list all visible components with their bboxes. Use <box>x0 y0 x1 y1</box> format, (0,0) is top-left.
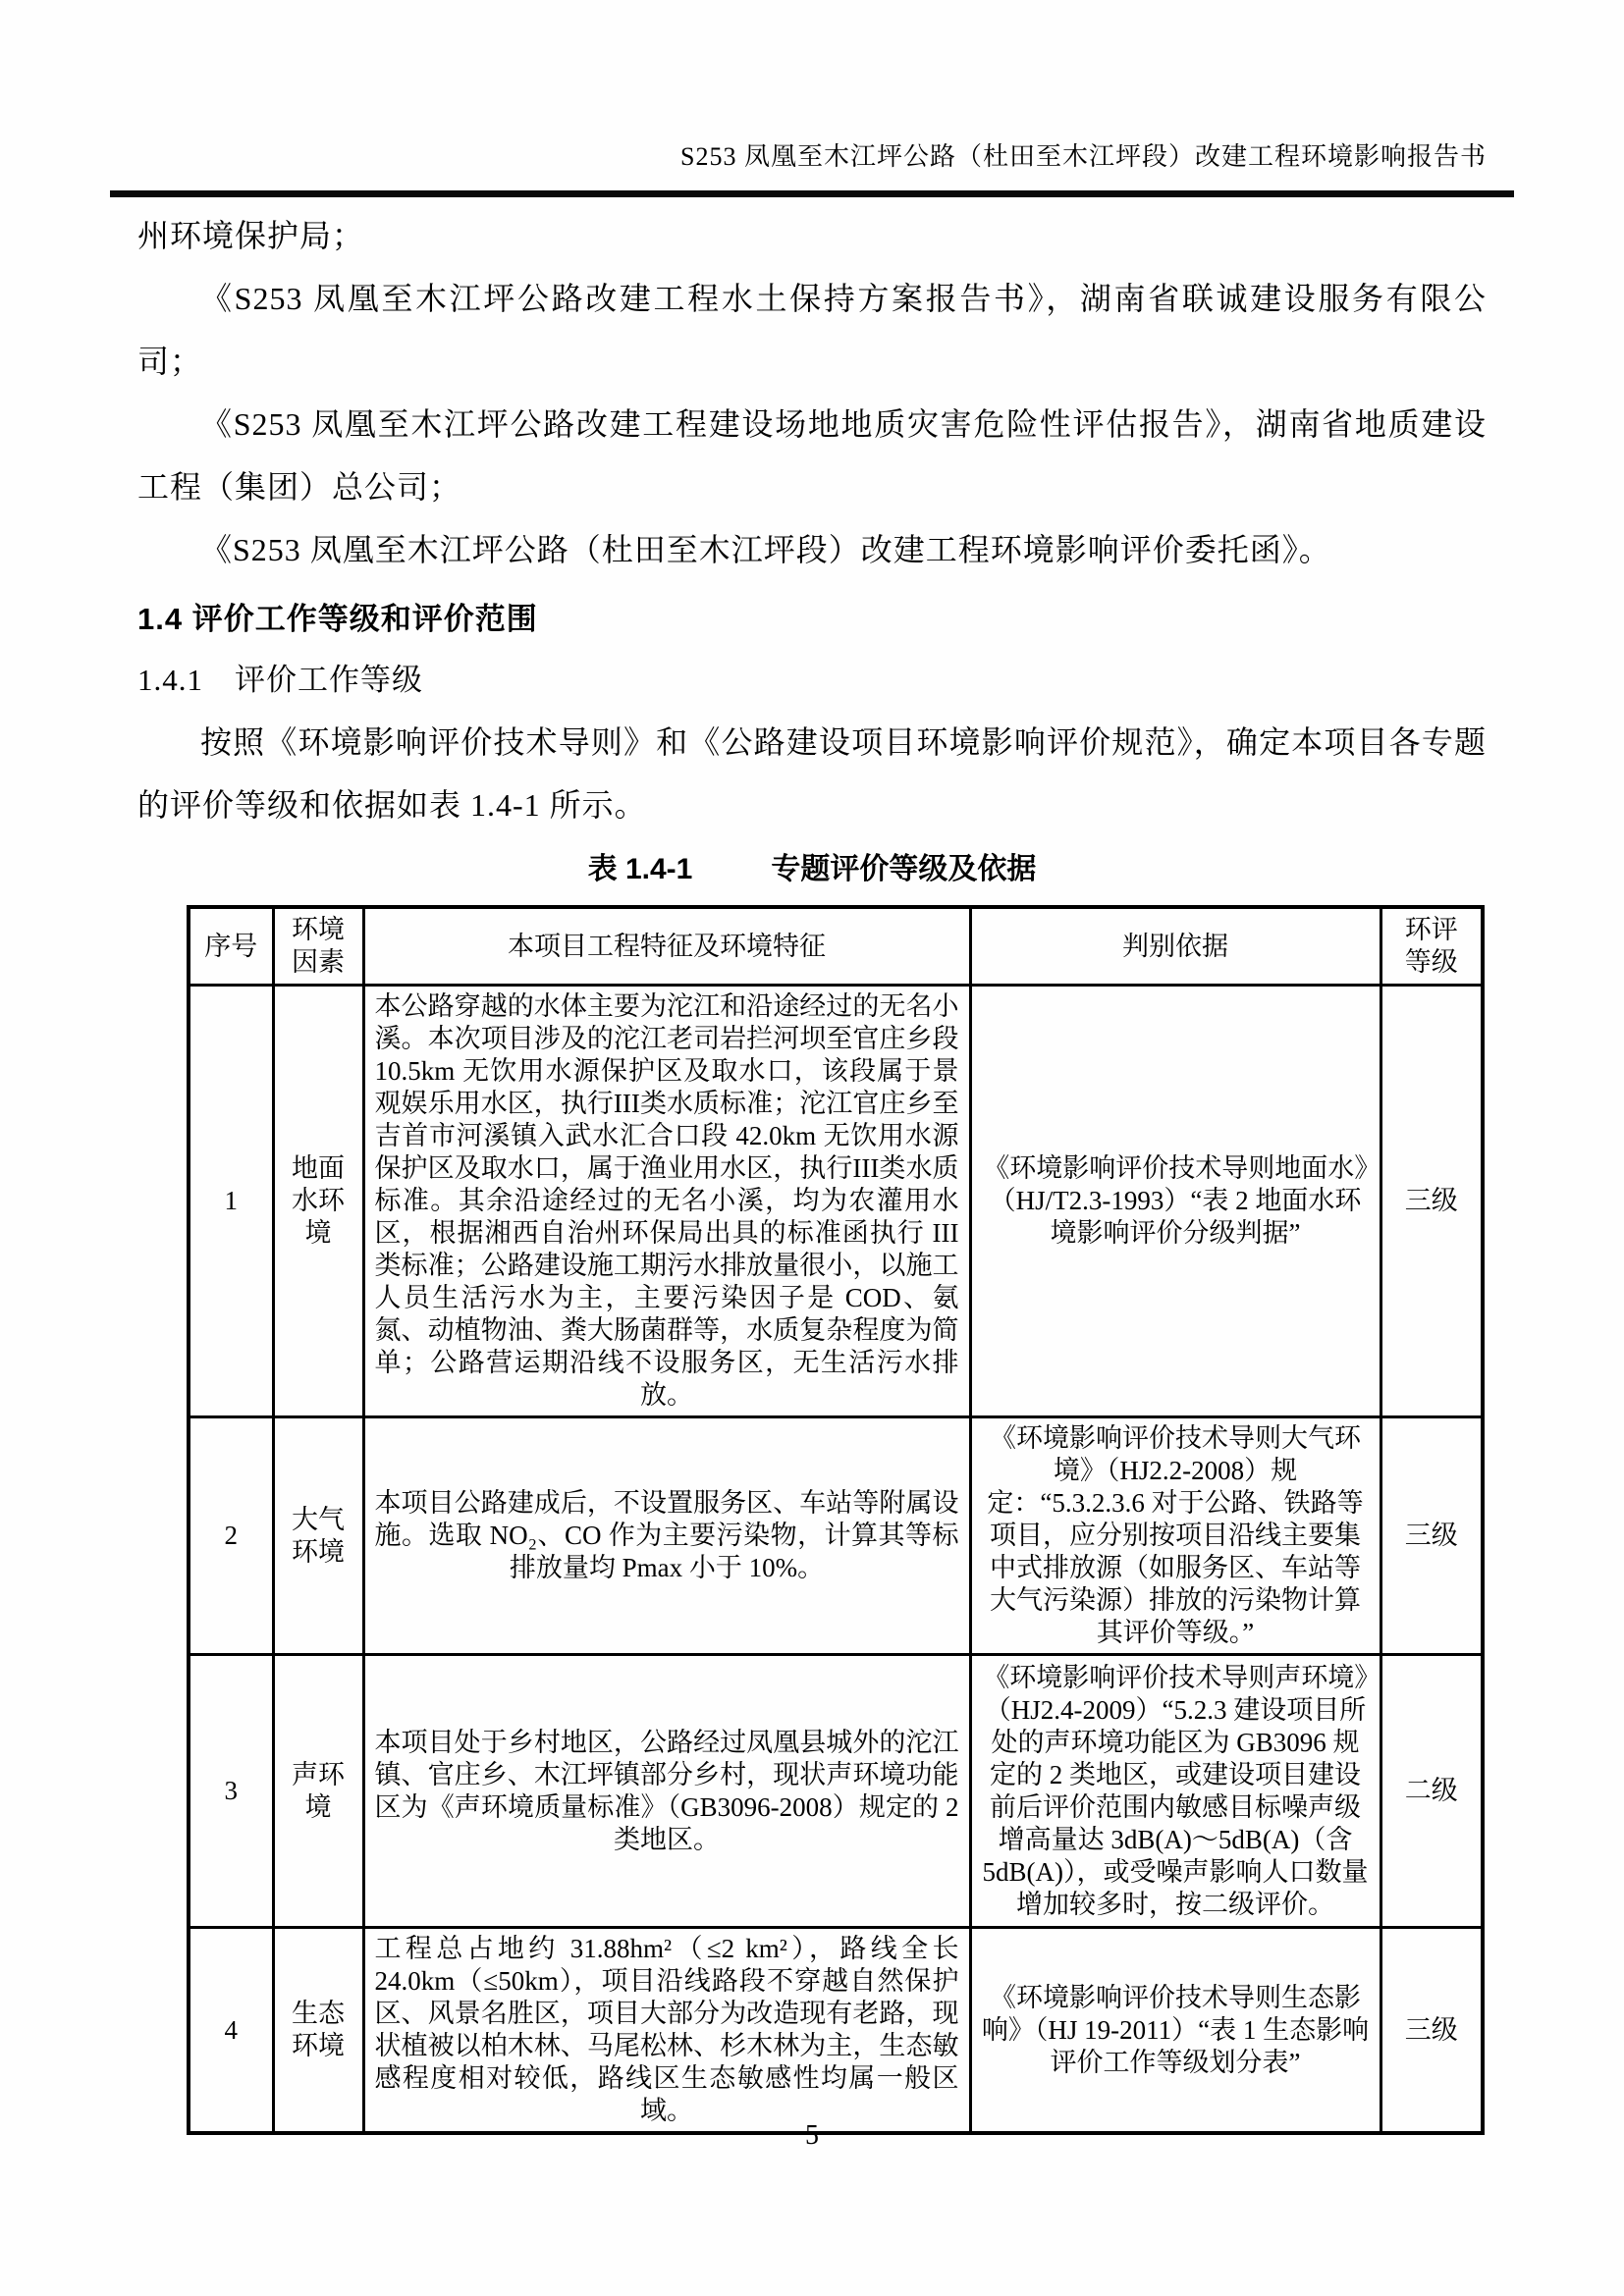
cell-feature: 本项目公路建成后，不设置服务区、车站等附属设施。选取 NO₂、CO 作为主要污染物，计算其等标排放量均 Pmax 小于 10%。 <box>363 1417 970 1655</box>
paragraph-bureau: 州环境保护局； <box>137 218 365 253</box>
cell-feature: 本公路穿越的水体主要为沱江和沿途经过的无名小溪。本次项目涉及的沱江老司岩拦河坝至官庄乡段 10.5km 无饮用水源保护区及取水口，该段属于景观娱乐用水区，执行III类水质标准；沱江官庄乡至吉首市河溪镇入武水汇合口段 42.0km 无饮用水源保护区及取水口，属于渔业用水区，执行III类水质标准。其余沿途经过的无名小溪，均为农灌用水区，根据湘西自治州环保局出具的标准函执行 III 类标准；公路建设施工期污水排放量很小，以施工人员生活污水为主，主要污染因子是 COD、氨氮、动植物油、粪大肠菌群等，水质复杂程度为简单；公路营运期沿线不设服务区，无生活污水排放。 <box>363 986 970 1417</box>
header-title: S253 凤凰至木江坪公路（杜田至木江坪段）改建工程环境影响报告书 <box>680 142 1487 171</box>
cell-feature: 本项目处于乡村地区，公路经过凤凰县城外的沱江镇、官庄乡、木江坪镇部分乡村，现状声环境功能区为《声环境质量标准》（GB3096-2008）规定的 2 类地区。 <box>363 1655 970 1928</box>
cell-grade: 三级 <box>1380 986 1483 1417</box>
cell-index: 4 <box>189 1928 273 2134</box>
cell-basis: 《环境影响评价技术导则声环境》（HJ2.4-2009）“5.2.3 建设项目所处的声环境功能区为 GB3096 规定的 2 类地区，或建设项目建设前后评价范围内敏感目标噪声级增高量达 3dB(A)～5dB(A)（含 5dB(A)），或受噪声影响人口数量增加较多时，按二级评价。 <box>970 1655 1380 1928</box>
column-header-factor: 环境因素 <box>273 907 363 986</box>
cell-basis: 《环境影响评价技术导则地面水》（HJ/T2.3-1993）“表 2 地面水环境影响评价分级判据” <box>970 986 1380 1417</box>
cell-feature: 工程总占地约 31.88hm²（≤2 km²），路线全长 24.0km（≤50km），项目沿线路段不穿越自然保护区、风景名胜区，项目大部分为改造现有老路，现状植被以柏木林、马尾松林、杉木林为主，生态敏感程度相对较低，路线区生态敏感性均属一般区域。 <box>363 1928 970 2134</box>
subsection-heading-1-4-1: 1.4.1 评价工作等级 <box>137 663 423 697</box>
cell-factor: 生态环境 <box>273 1928 363 2134</box>
section-heading-1-4: 1.4 评价工作等级和评价范围 <box>137 602 538 636</box>
paragraph-geohazard-report: 《S253 凤凰至木江坪公路改建工程建设场地地质灾害危险性评估报告》，湖南省地质建设工程（集团）总公司； <box>137 406 1487 505</box>
cell-index: 3 <box>189 1655 273 1928</box>
cell-factor: 大气环境 <box>273 1417 363 1655</box>
column-header-index: 序号 <box>189 907 273 986</box>
cell-basis: 《环境影响评价技术导则生态影响》（HJ 19-2011）“表 1 生态影响评价工作等级划分表” <box>970 1928 1380 2134</box>
table-row-noise <box>189 1655 1483 1928</box>
table-caption-label: 表 1.4-1 <box>587 853 693 885</box>
paragraph-intro: 按照《环境影响评价技术导则》和《公路建设项目环境影响评价规范》，确定本项目各专题的评价等级和依据如表 1.4-1 所示。 <box>137 724 1487 823</box>
document-body <box>137 204 1487 2135</box>
table-caption <box>137 846 1487 893</box>
page-number: 5 <box>805 2120 819 2151</box>
table-row-surface-water <box>189 986 1483 1417</box>
cell-grade: 三级 <box>1380 1928 1483 2134</box>
table-caption-title: 专题评价等级及依据 <box>771 853 1037 885</box>
cell-grade: 三级 <box>1380 1417 1483 1655</box>
cell-grade: 二级 <box>1380 1655 1483 1928</box>
column-header-basis: 判别依据 <box>970 907 1380 986</box>
paragraph-soil-conservation-report: 《S253 凤凰至木江坪公路改建工程水土保持方案报告书》，湖南省联诚建设服务有限公司； <box>137 281 1487 379</box>
column-header-grade: 环评等级 <box>1380 907 1483 986</box>
table-row-ecology <box>189 1928 1483 2134</box>
cell-index: 2 <box>189 1417 273 1655</box>
page-header <box>137 139 1487 175</box>
cell-factor: 地面水环境 <box>273 986 363 1417</box>
cell-basis: 《环境影响评价技术导则大气环境》（HJ2.2-2008）规定：“5.3.2.3.6 对于公路、铁路等项目，应分别按项目沿线主要集中式排放源（如服务区、车站等大气污染源）排放的污染物计算其评价等级。” <box>970 1417 1380 1655</box>
cell-factor: 声环境 <box>273 1655 363 1928</box>
paragraph-entrustment-letter: 《S253 凤凰至木江坪公路（杜田至木江坪段）改建工程环境影响评价委托函》。 <box>200 532 1331 567</box>
header-rule <box>110 190 1514 197</box>
table-row-air <box>189 1417 1483 1655</box>
cell-index: 1 <box>189 986 273 1417</box>
table-header-row <box>189 907 1483 986</box>
column-header-feature: 本项目工程特征及环境特征 <box>363 907 970 986</box>
evaluation-grade-table <box>187 905 1485 2135</box>
